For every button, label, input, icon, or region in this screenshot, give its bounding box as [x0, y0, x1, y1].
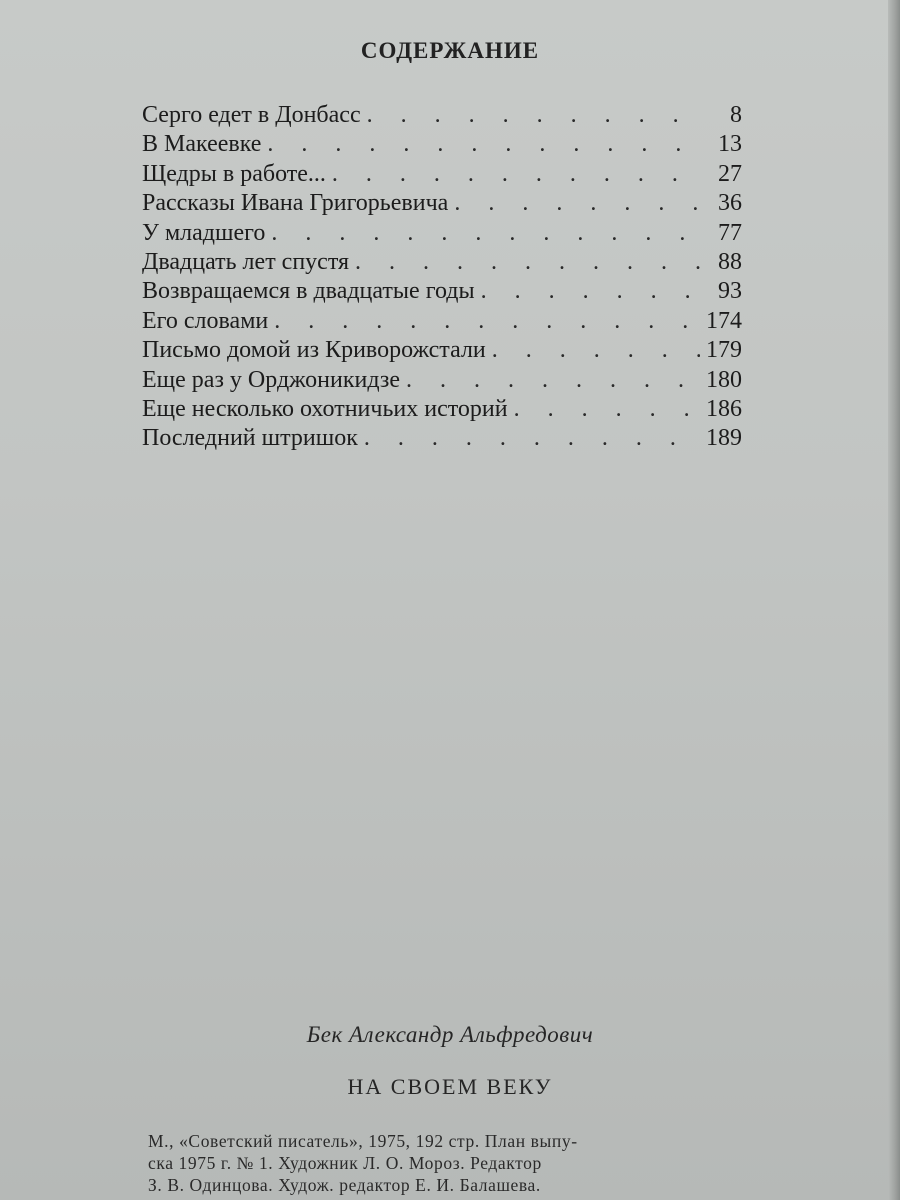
toc-item-title: Еще несколько охотничьих историй — [142, 395, 508, 422]
toc-leader-dots — [492, 337, 700, 364]
toc-item — [142, 131, 742, 160]
toc-item-page: 174 — [706, 307, 742, 334]
toc-leader-dots — [274, 308, 700, 335]
toc-item-page: 189 — [706, 425, 742, 452]
toc-item-title: В Макеевке — [142, 131, 262, 158]
toc-leader-dots — [267, 131, 706, 158]
imprint-line: З. В. Одинцова. Худож. редактор Е. И. Балашева. — [148, 1175, 541, 1195]
imprint-line: ска 1975 г. № 1. Художник Л. О. Мороз. Редактор — [148, 1153, 542, 1173]
toc-item-title: Щедры в работе... — [142, 160, 326, 187]
toc-item-title: Последний штришок — [142, 425, 358, 452]
book-title: НА СВОЕМ ВЕКУ — [347, 1074, 553, 1099]
toc-item-title: Еще раз у Орджоникидзе — [142, 366, 400, 393]
toc-item-title: Его словами — [142, 307, 269, 334]
toc-list — [142, 102, 742, 455]
toc-leader-dots — [332, 161, 706, 188]
toc-item — [142, 161, 742, 190]
toc-item-page: 77 — [718, 219, 742, 246]
page-edge — [888, 0, 900, 1200]
toc-leader-dots — [514, 396, 700, 423]
toc-leader-dots — [406, 367, 700, 394]
toc-item — [142, 396, 742, 425]
toc-item-page: 186 — [706, 395, 742, 422]
toc-item-page: 13 — [718, 131, 742, 158]
toc-item-page: 8 — [730, 102, 742, 128]
toc-item-page: 36 — [718, 190, 742, 217]
toc-item — [142, 337, 742, 366]
toc-item-page: 27 — [718, 160, 742, 187]
toc-leader-dots — [481, 278, 706, 305]
author-name: Бек Александр Альфредович — [306, 1022, 594, 1047]
toc-leader-dots — [355, 249, 706, 276]
toc-item-title: Письмо домой из Криворожстали — [142, 337, 486, 364]
toc-leader-dots — [364, 425, 700, 452]
toc-item — [142, 308, 742, 337]
toc-item-page: 93 — [718, 278, 742, 305]
toc-item — [142, 278, 742, 307]
toc-item — [142, 102, 742, 131]
toc-item — [142, 249, 742, 278]
toc-item-page: 88 — [718, 248, 742, 275]
toc-heading: СОДЕРЖАНИЕ — [360, 38, 540, 63]
toc-item — [142, 367, 742, 396]
toc-item — [142, 190, 742, 219]
toc-item — [142, 220, 742, 249]
toc-leader-dots — [367, 102, 706, 129]
toc-leader-dots — [454, 190, 706, 217]
toc-item-title: У младшего — [142, 219, 266, 246]
toc-item-title: Серго едет в Донбасс — [142, 102, 361, 128]
toc-item-page: 179 — [706, 337, 742, 364]
toc-leader-dots — [271, 220, 706, 247]
toc-item — [142, 425, 742, 454]
toc-item-title: Двадцать лет спустя — [142, 248, 350, 275]
imprint-block — [148, 1130, 738, 1200]
toc-item-title: Рассказы Ивана Григорьевича — [142, 190, 449, 217]
imprint-line: М., «Советский писатель», 1975, 192 стр. План выпу- — [148, 1131, 578, 1151]
toc-item-page: 180 — [706, 366, 742, 393]
toc-item-title: Возвращаемся в двадцатые годы — [142, 278, 475, 305]
